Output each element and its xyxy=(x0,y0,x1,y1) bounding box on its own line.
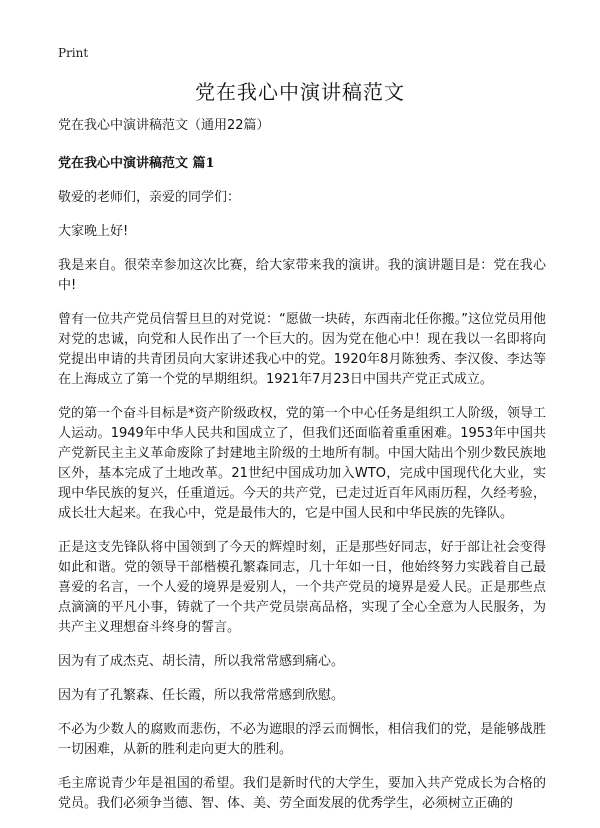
section-heading: 党在我心中演讲稿范文 篇1 xyxy=(58,156,215,171)
paragraph: 党的第一个奋斗目标是*资产阶级政权，党的第一个中心任务是组织工人阶级，领导工人运动。1949年中华人民共和国成立了，但我们还面临着重重困难。1953年中国共产党新民主主义革命废除了封建地主阶级的土地所有制。中国大陆出个别少数民族地区外，基本完成了土地改革。21世纪中国成功加入WTO，完成中国现代化大业，实现中华民族的复兴，任重道远。今天的共产党，已走过近百年风雨历程，久经考验，成长壮大起来。在我心中，党是最伟大的，它是中国人民和中华民族的先锋队。 xyxy=(58,406,546,521)
paragraph: 曾有一位共产党员信誓旦旦的对党说：“愿做一块砖，东西南北任你搬。”这位党员用他对党的忠诚，向党和人民作出了一个巨大的。因为党在他心中！现在我以一名即将向党提出申请的共青团员向大家讲述我心中的党。1920年8月陈独秀、李汉俊、李达等在上海成立了第一个党的早期组织。1921年7月23日中国共产党正式成立。 xyxy=(58,312,546,387)
paragraph: 不必为少数人的腐败而悲伤，不必为遮眼的浮云而惆怅，相信我们的党，是能够战胜一切困难，从新的胜利走向更大的胜利。 xyxy=(58,722,546,757)
page-title: 党在我心中演讲稿范文 xyxy=(195,80,405,104)
article-body xyxy=(58,116,546,828)
print-link[interactable]: Print xyxy=(58,46,89,60)
article-subtitle: 党在我心中演讲稿范文（通用22篇） xyxy=(58,118,270,133)
paragraph: 因为有了孔繁森、任长霞，所以我常常感到欣慰。 xyxy=(58,688,345,703)
paragraph: 因为有了成杰克、胡长清，所以我常常感到痛心。 xyxy=(58,654,345,669)
paragraph-greeting: 敬爱的老师们，亲爱的同学们： xyxy=(58,190,241,205)
paragraph-salutation: 大家晚上好! xyxy=(58,224,129,239)
paragraph: 正是这支先锋队将中国领到了今天的辉煌时刻，正是那些好同志，好于部让社会变得如此和谐。党的领导干部楷模孔繁森同志，几十年如一日，他始终努力实践着自己最喜爱的名言，一个人爱的境界是爱别人，一个共产党员的境界是爱人民。正是那些点点滴滴的平凡小事，铸就了一个共产党员崇高品格，实现了全心全意为人民服务，为共产主义理想奋斗终身的誓言。 xyxy=(58,540,546,635)
paragraph-intro: 我是来自。很荣幸参加这次比赛，给大家带来我的演讲。我的演讲题目是：党在我心中! xyxy=(58,258,546,293)
paragraph: 毛主席说青少年是祖国的希望。我们是新时代的大学生，要加入共产党成长为合格的党员。我们必须争当德、智、体、美、劳全面发展的优秀学生，必须树立正确的 xyxy=(58,776,546,811)
